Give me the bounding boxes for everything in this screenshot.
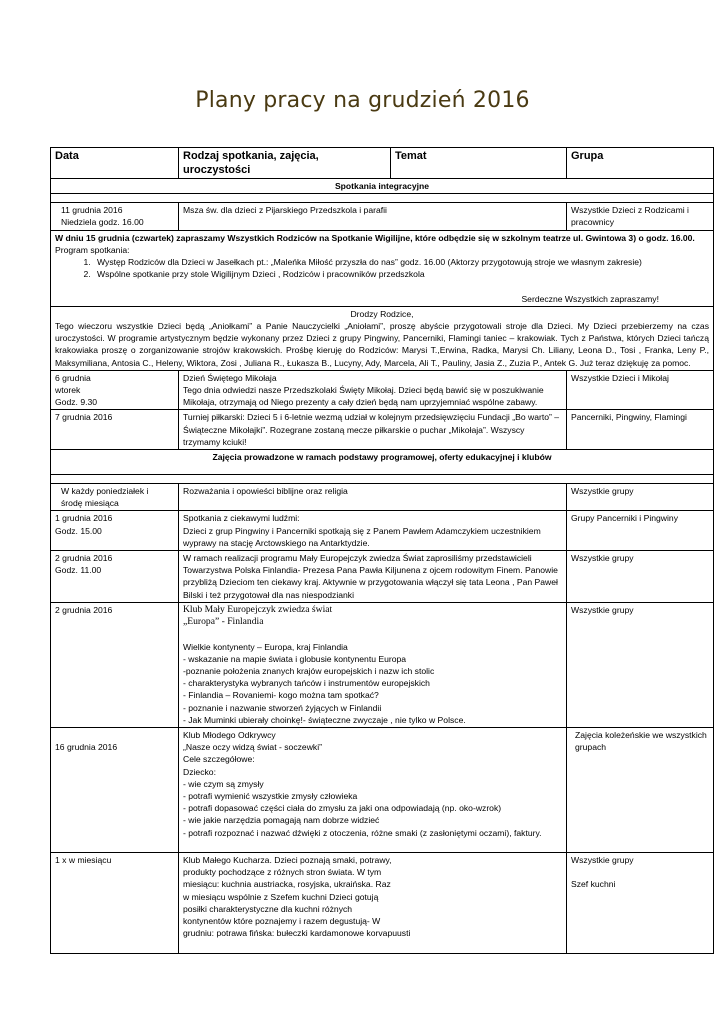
group-line: Szef kuchni: [571, 879, 616, 890]
activity-text: kontynentów które poznajemy i razem degustują- W: [183, 915, 381, 926]
activity-text: Tego dnia odwiedzi nasze Przedszkolaki Święty Mikołaj. Dzieci będą bawić się w poszukiwanie Mikołaja, otrzymają od Niego prezenty a cały dzień będą nam uprzyjemniać wspólne zabawy.: [183, 385, 544, 408]
row-activity: [179, 852, 567, 953]
spacer-row: [51, 475, 714, 484]
table-row: [51, 230, 714, 306]
page-title: Plany pracy na grudzień 2016: [195, 88, 530, 113]
row-group: Zajęcia koleżeńskie we wszystkich grupach: [567, 727, 714, 852]
row-group: Pancerniki, Pingwiny, Flamingi: [567, 410, 714, 450]
row-activity: [179, 602, 567, 727]
row-activity: [179, 370, 567, 410]
program-label: Program spotkania:: [55, 244, 130, 255]
header-topic: Temat: [391, 148, 567, 179]
list-item: - Finlandia – Rovaniemi- kogo można tam spotkać?: [183, 690, 379, 701]
row-activity: [179, 511, 567, 551]
list-item: 1. Występ Rodziców dla Dzieci w Jasełkach pt.: „Maleńka Miłość przyszła do nas” godz. 16.00 (Aktorzy przygotowują stroje we własnym zakresie): [93, 256, 709, 268]
row-date: [51, 484, 179, 511]
club-subheading: „Nasze oczy widzą świat - soczewki”: [183, 742, 322, 753]
list-item: 2. Wspólne spotkanie przy stole Wigilijnym Dzieci , Rodziców i pracowników przedszkola: [93, 268, 709, 280]
spacer-row: [51, 194, 714, 203]
table-row: [51, 484, 714, 511]
table-row: [51, 602, 714, 727]
invitation-closing: Serdeczne Wszystkich zapraszamy!: [521, 293, 659, 304]
club-heading: Klub Mały Europejczyk zwiedza świat: [183, 603, 333, 615]
date-line: 11 grudnia 2016: [61, 205, 123, 216]
row-group: Wszystkie grupy: [567, 484, 714, 511]
section-row: [51, 179, 714, 194]
table-row: [51, 203, 714, 230]
row-date: 2 grudnia 2016: [51, 602, 179, 727]
date-line: 2 grudnia 2016: [55, 553, 113, 564]
activity-text: w miesiącu wspólnie z Szefem kuchni Dzieci gotują: [183, 891, 379, 902]
row-group: [567, 852, 714, 953]
activity-text: Klub Małego Kucharza. Dzieci poznają smaki, potrawy,: [183, 854, 392, 865]
row-group: Grupy Pancerniki i Pingwiny: [567, 511, 714, 551]
header-activity: Rodzaj spotkania, zajęcia, uroczystości: [179, 148, 391, 179]
activity-text: Dzieci z grup Pingwiny i Pancerniki spotkają się z Panem Pawłem Adamczykiem uczestnikiem wyprawy na stację Arctowskiego na Antarktydzie.: [183, 525, 541, 548]
activity-text: Cele szczegółowe:: [183, 754, 255, 765]
activity-title: Spotkania z ciekawymi ludźmi:: [183, 513, 300, 524]
list-item: - charakterystyka wybranych tańców i instrumentów europejskich: [183, 678, 430, 689]
row-date: [51, 370, 179, 410]
list-item: - potrafi rozpoznać i nazwać dźwięki z otoczenia, różne smaki (z zasłoniętymi oczami), faktury.: [183, 827, 542, 838]
row-group: Wszystkie Dzieci z Rodzicami i pracownicy: [567, 203, 714, 230]
row-group: Wszystkie grupy: [567, 602, 714, 727]
activity-text: produkty pochodzące z różnych stron świata. W tym: [183, 867, 382, 878]
table-row: [51, 852, 714, 953]
activity-text: grudniu: potrawa fińska: bułeczki kardamonowe korvapuusti: [183, 928, 411, 939]
activity-text: Dziecko:: [183, 766, 216, 777]
parents-greeting: Drodzy Rodzice,: [350, 308, 414, 319]
list-item: - Jak Muminki ubierały choinkę!- świąteczne zwyczaje , nie tylko w Polsce.: [183, 714, 466, 725]
program-list: [55, 256, 709, 280]
date-line: 6 grudnia: [55, 372, 91, 383]
row-activity: [179, 727, 567, 852]
date-line: Niedziela godz. 16.00: [61, 217, 144, 228]
list-item: - wie jakie narzędzia pomagają nam dobrze widzieć: [183, 815, 380, 826]
activity-text: posiłki charakterystyczne dla kuchni różnych: [183, 903, 353, 914]
row-date: [51, 203, 179, 230]
date-line: środę miesiąca: [61, 498, 119, 509]
section-row: [51, 450, 714, 475]
row-activity: W ramach realizacji programu Mały Europejczyk zwiedza Świat zaprosiliśmy przedstawicieli Towarzystwa Polska Finlandia- Prezesa Pana Pawła Kiljunena z ojcem rodowitym Finem. Panowie przybliżą Dzieciom ten ciekawy kraj. Aktywnie w przygotowania włączył się tata Leona , Pan Paweł Bilski i też przygotował dla nas niespodzianki: [179, 551, 567, 603]
row-date: 7 grudnia 2016: [51, 410, 179, 450]
section-program-title: Zajęcia prowadzone w ramach podstawy programowej, oferty edukacyjnej i klubów: [51, 450, 714, 475]
table-row: [51, 306, 714, 370]
row-activity: Turniej piłkarski: Dzieci 5 i 6-letnie wezmą udział w kolejnym przedsięwzięciu Fundacji „Bo warto” – Świąteczne Mikołajki”. Rozegrane zostaną mecze piłkarskie o puchar „Mikołaja”. Wszyscy trzymamy kciuki!: [179, 410, 567, 450]
row-date: [51, 511, 179, 551]
row-activity: Msza św. dla dzieci z Pijarskiego Przedszkola i parafii: [179, 203, 567, 230]
date-line: 1 grudnia 2016: [55, 513, 113, 524]
list-item: - poznanie i nazwanie stworzeń żyjących w Finlandii: [183, 702, 382, 713]
list-item: - potrafi wymienić wszystkie zmysły człowieka: [183, 790, 358, 801]
wigilia-block: [51, 230, 714, 306]
list-item: -poznanie położenia znanych krajów europejskich i nazw ich stolic: [183, 665, 435, 676]
activity-text: miesiącu: kuchnia austriacka, rosyjska, ukraińska. Raz: [183, 879, 391, 890]
date-line: Godz. 15.00: [55, 525, 102, 536]
club-topic: Wielkie kontynenty – Europa, kraj Finlandia: [183, 641, 348, 652]
list-item: - wie czym są zmysły: [183, 778, 264, 789]
header-group: Grupa: [567, 148, 714, 179]
table-row: [51, 511, 714, 551]
table-row: [51, 410, 714, 450]
table-row: [51, 370, 714, 410]
row-date: [51, 551, 179, 603]
list-item: - wskazanie na mapie świata i globusie kontynentu Europa: [183, 653, 407, 664]
row-group: Wszystkie grupy: [567, 551, 714, 603]
plan-table: [50, 147, 714, 954]
section-integration-title: Spotkania integracyjne: [51, 179, 714, 194]
list-item: - potrafi dopasować części ciała do zmysłu za jaki ona odpowiadają (np. oko-wzrok): [183, 803, 502, 814]
table-row: [51, 551, 714, 603]
date-line: wtorek: [55, 385, 81, 396]
date-line: Godz. 11.00: [55, 565, 102, 576]
row-activity: Rozważania i opowieści biblijne oraz religia: [179, 484, 567, 511]
parents-note-body: Tego wieczoru wszystkie Dzieci będą „Aniołkami” a Panie Nauczycielki „Aniołami”, proszę abyście przygotowali stroje dla Dzieci. My Dzieci przebierzemy na czas uroczystości. W programie artystycznym będzie wykonany przez Dzieci z grupy Pingwiny, Pancerniki, Flamingi taniec – krakowiak. Tych z Państwa, których Dzieci tańczą krakowiaka proszę o zorganizowanie strojów krakowskich. Prośbę kieruję do Rodziców: Marysi T.,Erwina, Radka, Marysi Ch. Liliany, Leona D., Tosi , Franka, Leny P., Maksymiliana, Antosia C., Heleny, Wiktora, Zosi , Juliana R., Łukasza B., Lucyny, Ady, Marcela, Ali T., Pauliny, Jasia Z., Zuzia P., Antek G. Już teraz dziękuję za pomoc.: [55, 321, 709, 368]
row-group: Wszystkie Dzieci i Mikołaj: [567, 370, 714, 410]
table-row: [51, 727, 714, 852]
activity-title: Dzień Świętego Mikołaja: [183, 372, 277, 383]
date-line: W każdy poniedziałek i: [61, 486, 149, 497]
row-date: 1 x w miesiącu: [51, 852, 179, 953]
club-heading: Klub Młodego Odkrywcy: [183, 729, 276, 740]
group-line: Wszystkie grupy: [571, 854, 634, 865]
table-header-row: [51, 148, 714, 179]
parents-note: [51, 306, 714, 370]
club-subheading: „Europa” - Finlandia: [183, 616, 264, 628]
row-date: 16 grudnia 2016: [51, 727, 179, 852]
header-date: Data: [51, 148, 179, 179]
wigilia-intro: W dniu 15 grudnia (czwartek) zapraszamy Wszystkich Rodziców na Spotkanie Wigilijne, które odbędzie się w szkolnym teatrze ul. Gwintowa 3) o godz. 16.00.: [55, 232, 695, 243]
date-line: Godz. 9.30: [55, 397, 98, 408]
